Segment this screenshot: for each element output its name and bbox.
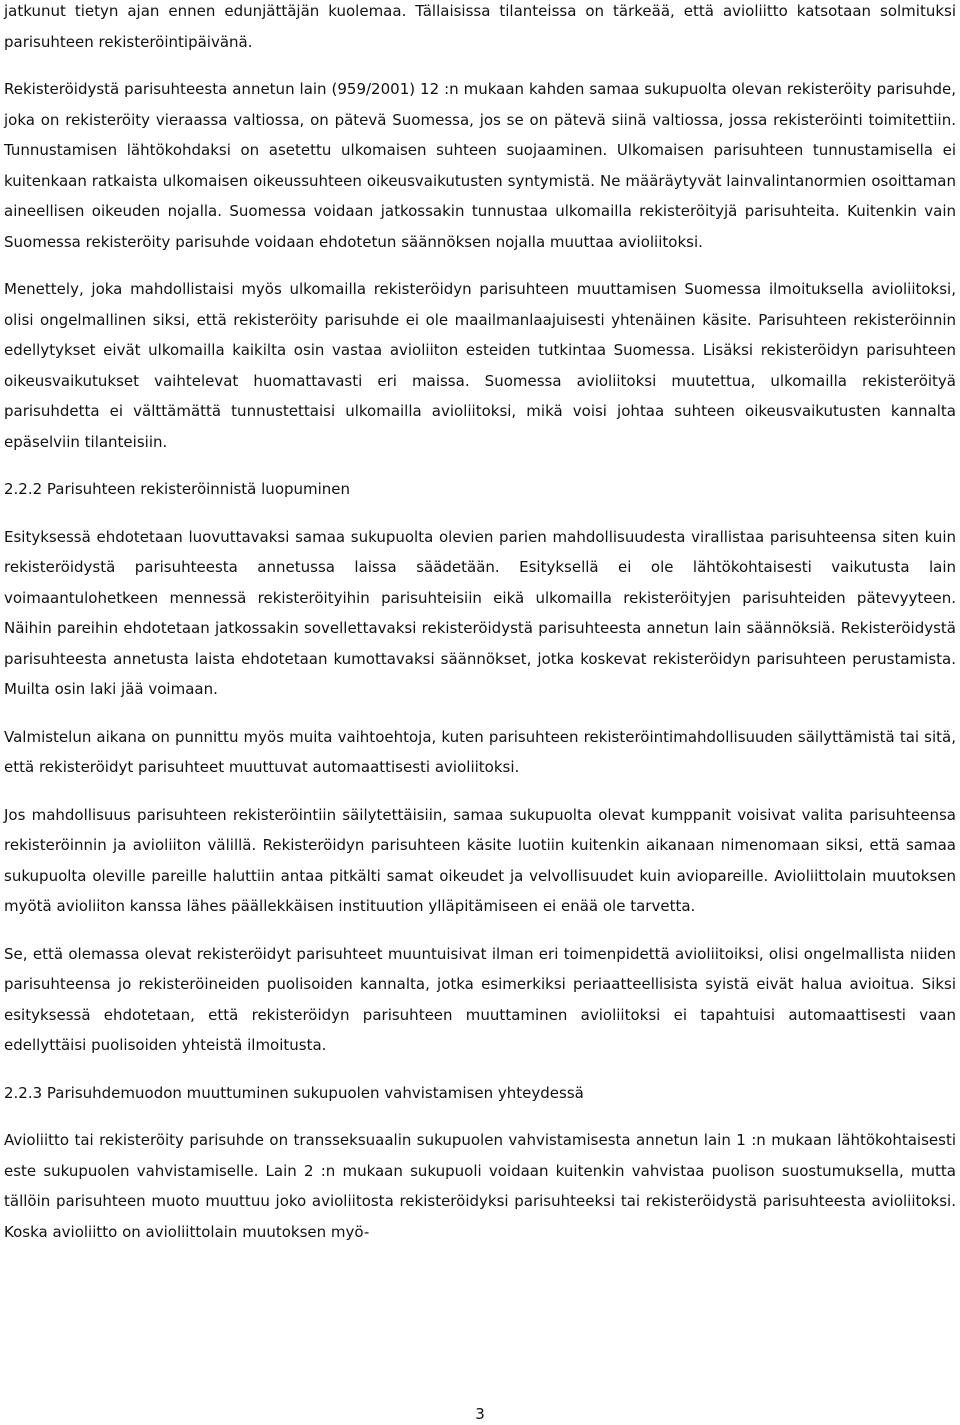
section-heading: 2.2.2 Parisuhteen rekisteröinnistä luopuminen — [4, 480, 351, 498]
section-heading: 2.2.3 Parisuhdemuodon muuttuminen sukupuolen vahvistamisen yhteydessä — [4, 1083, 584, 1102]
paragraph: Esityksessä ehdotetaan luovuttavaksi samaa sukupuolta olevien parien mahdollisuudesta virallistaa parisuhteensa siten kuin rekisteröidystä parisuhteesta annetussa laissa säädetään. Esityksellä ei ole lähtökohtaisesti vaikutusta lain voimaantulohetkeen mennessä rekisteröityihin parisuhteisiin eikä ulkomailla rekisteröityjen parisuhteiden pätevyyteen. Näihin pareihin ehdotetaan jatkossakin sovellettavaksi rekisteröidystä parisuhteesta annetun lain säännöksiä. Rekisteröidystä parisuhteesta annetusta laista ehdotetaan kumottavaksi säännökset, jotka koskevat rekisteröidyn parisuhteen perustamista. Muilta osin laki jää voimaan. — [4, 527, 956, 698]
paragraph: Jos mahdollisuus parisuhteen rekisteröintiin säilytettäisiin, samaa sukupuolta olevat kumppanit voisivat valita parisuhteensa rekisteröinnin ja avioliiton välillä. Rekisteröidyn parisuhteen käsite luotiin kuitenkin aikanaan nimenomaan siksi, että samaa sukupuolta oleville pareille haluttiin antaa pitkälti samat oikeudet ja velvollisuudet kuin aviopareille. Avioliittolain muutoksen myötä avioliiton kanssa lähes päällekkäisen instituution ylläpitämiseen ei enää ole tarvetta. — [4, 805, 956, 915]
paragraph: Rekisteröidystä parisuhteesta annetun lain (959/2001) 12 :n mukaan kahden samaa sukupuolta olevan rekisteröity parisuhde, joka on rekisteröity vieraassa valtiossa, on pätevä Suomessa, jos se on pätevä siinä valtiossa, jossa rekisteröinti toimitettiin. Tunnustamisen lähtökohdaksi on asetettu ulkomaisen suhteen suojaaminen. Ulkomaisen parisuhteen tunnustamisella ei kuitenkaan ratkaista ulkomaisen oikeussuhteen oikeusvaikutusten syntymistä. Ne määräytyvät lainvalintanormien osoittaman aineellisen oikeuden nojalla. Suomessa voidaan jatkossakin tunnustaa ulkomailla rekisteröityjä parisuhteita. Kuitenkin vain Suomessa rekisteröity parisuhde voidaan ehdotetun säännöksen nojalla muuttaa avioliitoksi. — [4, 80, 956, 251]
paragraph: Se, että olemassa olevat rekisteröidyt parisuhteet muuntuisivat ilman eri toimenpidettä avioliitoiksi, olisi ongelmallista niiden parisuhteensa jo rekisteröineiden puolisoiden kannalta, jotka esimerkiksi periaatteellisista syistä eivät halua avioitua. Siksi esityksessä ehdotetaan, että rekisteröidyn parisuhteen muuttaminen avioliitoksi ei tapahtuisi automaattisesti vaan edellyttäisi puolisoiden yhteistä ilmoitusta. — [4, 944, 956, 1054]
paragraph: Valmistelun aikana on punnittu myös muita vaihtoehtoja, kuten parisuhteen rekisteröintimahdollisuuden säilyttämistä tai sitä, että rekisteröidyt parisuhteet muuttuvat automaattisesti avioliitoksi. — [4, 727, 956, 776]
paragraph: jatkunut tietyn ajan ennen edunjättäjän kuolemaa. Tällaisissa tilanteissa on tärkeää, että avioliitto katsotaan solmituksi parisuhteen rekisteröintipäivänä. — [4, 2, 956, 51]
document-page — [4, 0, 956, 1247]
paragraph: Menettely, joka mahdollistaisi myös ulkomailla rekisteröidyn parisuhteen muuttamisen Suomessa ilmoituksella avioliitoksi, olisi ongelmallinen siksi, että rekisteröity parisuhde ei ole maailmanlaajuisesti yhtenäinen käsite. Parisuhteen rekisteröinnin edellytykset eivät ulkomailla kaikilta osin vastaa avioliiton esteiden tutkintaa Suomessa. Lisäksi rekisteröidyn parisuhteen oikeusvaikutukset vaihtelevat huomattavasti eri maissa. Suomessa avioliitoksi muutettua, ulkomailla rekisteröityä parisuhdetta ei välttämättä tunnustettaisi ulkomailla avioliitoksi, mikä voisi johtaa suhteen oikeusvaikutusten kannalta epäselviin tilanteisiin. — [4, 280, 956, 451]
paragraph: Avioliitto tai rekisteröity parisuhde on transseksuaalin sukupuolen vahvistamisesta annetun lain 1 :n mukaan lähtökohtaisesti este sukupuolen vahvistamiselle. Lain 2 :n mukaan sukupuoli voidaan kuitenkin vahvistaa puolison suostumuksella, mutta tällöin parisuhteen muoto muuttuu joko avioliitosta rekisteröidyksi parisuhteeksi tai rekisteröidystä parisuhteesta avioliitoksi. Koska avioliitto on avioliittolain muutoksen myö- — [4, 1131, 956, 1241]
page-number: 3 — [475, 1405, 485, 1423]
